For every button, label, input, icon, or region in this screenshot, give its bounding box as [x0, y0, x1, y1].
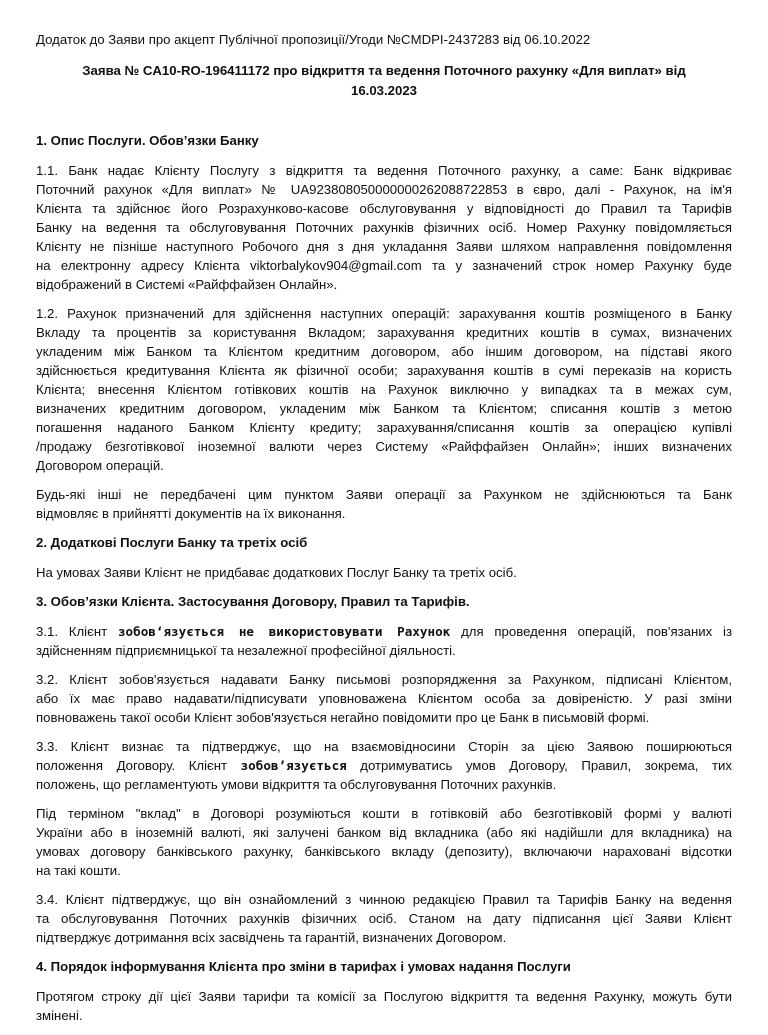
text-line: здійснюється кредитування Клієнта як фізичної особи; зарахування коштів в сумі переказів на користь — [36, 363, 732, 378]
paragraph-1-3 — [36, 485, 732, 523]
paragraph-3-3 — [36, 737, 732, 794]
text-line: повноважень такої особи Клієнт зобов'язується негайно повідомити про це Банк в письмовій формі. — [36, 710, 650, 725]
document-page — [36, 30, 732, 1035]
text-line: Під терміном "вклад" в Договорі розуміються кошти в готівковій або безготівковій формі у валюті — [36, 806, 732, 821]
paragraph-3-4 — [36, 890, 732, 947]
text-line: Банку на ведення та обслуговування Поточних рахунків фізичних осіб. Номер Рахунку повідомляється — [36, 220, 732, 235]
emphasis-text: зобов’язується — [240, 758, 347, 773]
section-1-title: 1. Опис Послуги. Обов’язки Банку — [36, 133, 259, 148]
text-line: Вкладу та процентів за користування Вкладом; зарахування кредитних коштів в сумах, визначених — [36, 325, 732, 340]
section-4-title: 4. Порядок інформування Клієнта про зміни в тарифах і умовах надання Послуги — [36, 959, 571, 974]
text-line: підтверджує дотримання всіх засвідчень та гарантій, визначених Договором. — [36, 930, 507, 945]
text-line: 3.2. Клієнт зобов'язується надавати Банку письмові розпорядження за Рахунком, підписані Клієнтом, — [36, 672, 732, 687]
text-line: відмовляє в прийнятті документів на їх виконання. — [36, 506, 346, 521]
appendix-reference: Додаток до Заяви про акцепт Публічної пропозиції/Угоди №CMDPI-2437283 від 06.10.2022 — [36, 32, 591, 47]
text-line: укладеним між Банком та Клієнтом кредитним договором, або іншим договором, на підставі якого — [36, 344, 732, 359]
section-2-title: 2. Додаткові Послуги Банку та третіх осіб — [36, 535, 308, 550]
text-line: 3.4. Клієнт підтверджує, що він ознайомлений з чинною редакцією Правил та Тарифів Банку на ведення — [36, 892, 732, 907]
text-line: України або в іноземній валюті, які залучені банком від вкладника (або які надійшли для вкладника) на — [36, 825, 732, 840]
text-line: Протягом строку дії цієї Заяви тарифи та комісії за Послугою відкриття та ведення Рахунку, можуть бути — [36, 989, 732, 1004]
text-run: для проведення операцій, пов'язаних із — [450, 624, 732, 639]
text-line: Клієнта; внесення Клієнтом готівкових коштів на Рахунок виключно у випадках та в межах сум, — [36, 382, 732, 397]
text-line: або їх має право надавати/підписувати уповноважена Клієнтом особа за довіреністю. У разі зміни — [36, 691, 732, 706]
text-line: Поточний рахунок «Для виплат» № UA923808050000000262088722853 в євро, далі - Рахунок, на ім'я — [36, 182, 732, 197]
section-3-title: 3. Обов’язки Клієнта. Застосування Договору, Правил та Тарифів. — [36, 594, 470, 609]
paragraph-3-2 — [36, 670, 732, 727]
text-line: погашення наданого Банком Клієнту кредиту; зарахування/списання коштів за операцією купівлі — [36, 420, 732, 435]
text-line: Будь-які інші не передбачені цим пунктом Заяви операції за Рахунком не здійснюються та Банк — [36, 487, 732, 502]
text-line: положень, що регламентують умови відкриття та обслуговування Поточних рахунків. — [36, 777, 557, 792]
text-line: 1.1. Банк надає Клієнту Послугу з відкриття та ведення Поточного рахунку, а саме: Банк відкриває — [36, 163, 732, 178]
text-line: та обслуговування Поточних рахунків фізичних осіб. Станом на дату підписання цієї Заяви Клієнт — [36, 911, 732, 926]
text-line: Договором операцій. — [36, 458, 164, 473]
paragraph-3-1 — [36, 622, 732, 660]
paragraph-4-1 — [36, 987, 732, 1025]
document-title-line-1: Заява № CA10-RO-196411172 про відкриття та ведення Поточного рахунку «Для виплат» від — [82, 63, 686, 78]
text-run: положення Договору. Клієнт — [36, 758, 241, 773]
text-line: умовах договору банківського рахунку, банківського вкладу (депозиту), включаючи нараховані відсотки — [36, 844, 732, 859]
text-line — [36, 622, 732, 641]
text-run: 3.1. Клієнт — [36, 624, 118, 639]
text-line: На умовах Заяви Клієнт не придбаває додаткових Послуг Банку та третіх осіб. — [36, 565, 517, 580]
text-line: /продажу безготівкової іноземної валюти через Систему «Райффайзен Онлайн»; інших визначених — [36, 439, 732, 454]
paragraph-1-2 — [36, 304, 732, 475]
emphasis-text: зобов‘язується не використовувати Рахунок — [117, 624, 451, 639]
text-line: 1.2. Рахунок призначений для здійснення наступних операцій: зарахування коштів розміщеного в Банку — [36, 306, 732, 321]
text-line: здійсненням підприємницької та незалежної професійної діяльності. — [36, 643, 456, 658]
paragraph-deposit-definition — [36, 804, 732, 880]
document-title — [36, 61, 732, 101]
paragraph-2-1 — [36, 563, 732, 582]
document-title-line-2: 16.03.2023 — [350, 83, 417, 98]
text-line: визначених кредитним договором, укладеним між Банком та Клієнтом; списання коштів з метою — [36, 401, 732, 416]
text-line: Клієнту не пізніше наступного Робочого дня з дня укладання Заяви шляхом направлення повідомлення — [36, 239, 732, 254]
text-line: змінені. — [36, 1008, 83, 1023]
text-line: на електронну адресу Клієнта viktorbalykov904@gmail.com та у зазначений строк номер Рахунку буде — [36, 258, 732, 273]
text-line — [36, 756, 732, 775]
paragraph-1-1 — [36, 161, 732, 294]
text-line: 3.3. Клієнт визнає та підтверджує, що на взаємовідносини Сторін за цією Заявою поширюються — [36, 739, 732, 754]
text-line: відображений в Системі «Райффайзен Онлайн». — [36, 277, 338, 292]
text-line: Клієнта та здійснює його Розрахунково-касове обслуговування у відповідності до Правил та Тарифів — [36, 201, 732, 216]
text-line: на такі кошти. — [36, 863, 121, 878]
text-run: дотримуватись умов Договору, Правил, зокрема, тих — [346, 758, 732, 773]
